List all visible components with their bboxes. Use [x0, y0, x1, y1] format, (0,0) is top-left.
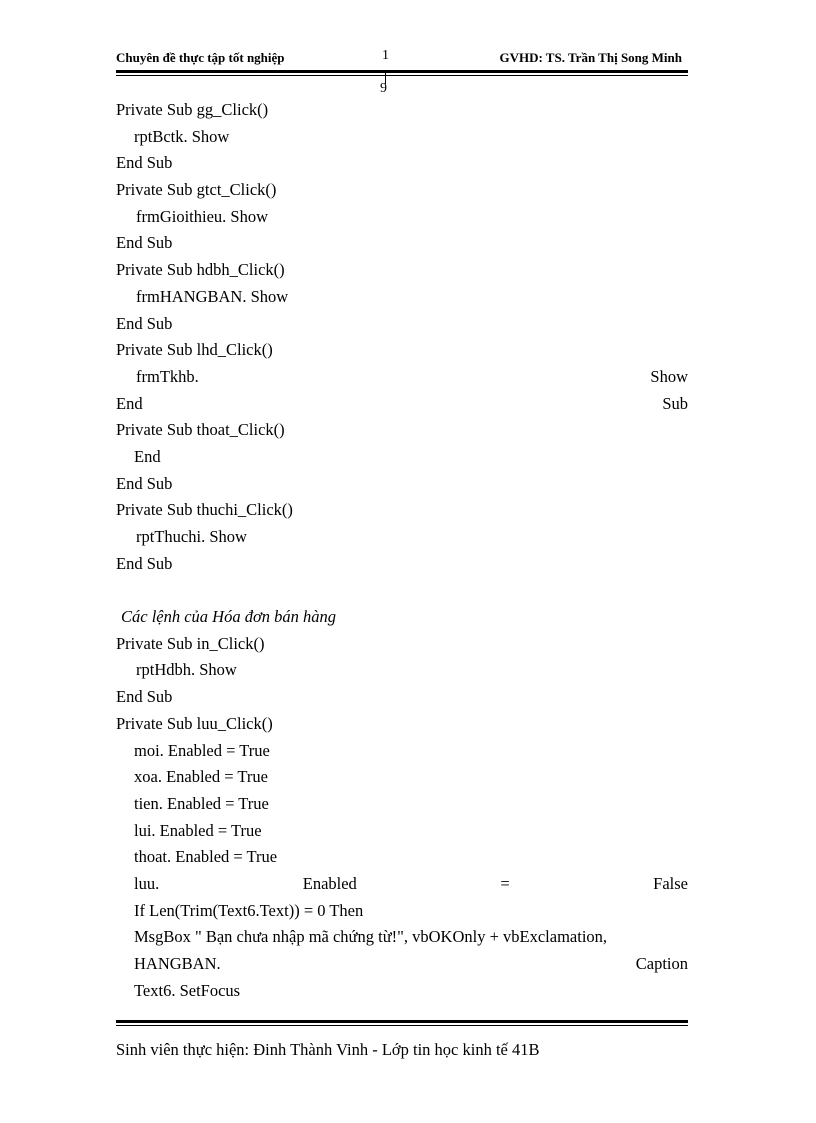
code-line: lui. Enabled = True — [134, 820, 262, 840]
header-rule-thin — [116, 75, 688, 76]
code-token: luu. — [134, 873, 160, 893]
code-line: End Sub — [116, 687, 173, 707]
blank-line — [116, 577, 688, 604]
code-line: End Sub — [116, 473, 173, 493]
code-line: End — [134, 446, 161, 466]
code-line-justified — [116, 391, 688, 418]
code-line: frmHANGBAN. Show — [136, 286, 289, 306]
code-line: End Sub — [116, 233, 173, 253]
code-line: xoa. Enabled = True — [134, 767, 268, 787]
code-token: False — [653, 873, 688, 893]
code-line: Private Sub thoat_Click() — [116, 420, 285, 440]
code-line-justified — [116, 871, 688, 898]
code-line: rptThuchi. Show — [136, 527, 247, 546]
footer-rule-thick — [116, 1020, 688, 1023]
code-line: moi. Enabled = True — [134, 740, 270, 760]
code-token: Enabled — [302, 873, 357, 893]
footer-rule-thin — [116, 1025, 688, 1026]
code-line: Text6. SetFocus — [134, 980, 241, 1000]
code-line: rptBctk. Show — [134, 126, 230, 146]
header-supervisor: GVHD: TS. Trần Thị Song Minh — [499, 50, 682, 65]
section-title: Các lệnh của Hóa đơn bán hàng — [121, 607, 337, 627]
code-line: rptHdbh. Show — [136, 660, 237, 680]
page-footer: Sinh viên thực hiện: Đinh Thành Vinh - Lớp tin học kinh tế 41B — [116, 1040, 540, 1059]
code-line: Private Sub gtct_Click() — [116, 180, 277, 200]
code-token: frmTkhb. — [136, 366, 199, 386]
code-token: Sub — [662, 393, 688, 413]
code-line: End Sub — [116, 553, 173, 573]
code-line: If Len(Trim(Text6.Text)) = 0 Then — [134, 900, 364, 920]
code-line: Private Sub thuchi_Click() — [116, 500, 293, 520]
page-number-top: 1 — [382, 48, 389, 63]
code-token: Show — [650, 366, 688, 386]
code-token: Caption — [635, 954, 688, 973]
code-line-justified — [116, 951, 688, 978]
header-title: Chuyên đề thực tập tốt nghiệp — [116, 50, 285, 65]
code-line: thoat. Enabled = True — [134, 847, 278, 867]
document-body — [116, 97, 688, 1004]
code-line: End Sub — [116, 153, 173, 173]
code-line: frmGioithieu. Show — [136, 206, 268, 226]
code-line-justified — [116, 364, 688, 391]
header-rule-thick — [116, 70, 688, 73]
code-token: HANGBAN. — [134, 954, 221, 973]
code-line: Private Sub in_Click() — [116, 633, 265, 653]
code-line: MsgBox " Bạn chưa nhập mã chứng từ!", vbOKOnly + vbExclamation, — [134, 927, 608, 947]
code-token: End — [116, 393, 143, 413]
code-line: tien. Enabled = True — [134, 793, 269, 813]
code-line: End Sub — [116, 313, 173, 333]
page-number-bottom: 9 — [380, 81, 387, 96]
code-line: Private Sub hdbh_Click() — [116, 260, 285, 280]
code-line: Private Sub lhd_Click() — [116, 340, 273, 360]
code-line: Private Sub luu_Click() — [116, 713, 273, 733]
code-line: Private Sub gg_Click() — [116, 100, 269, 119]
code-token: = — [500, 873, 510, 893]
